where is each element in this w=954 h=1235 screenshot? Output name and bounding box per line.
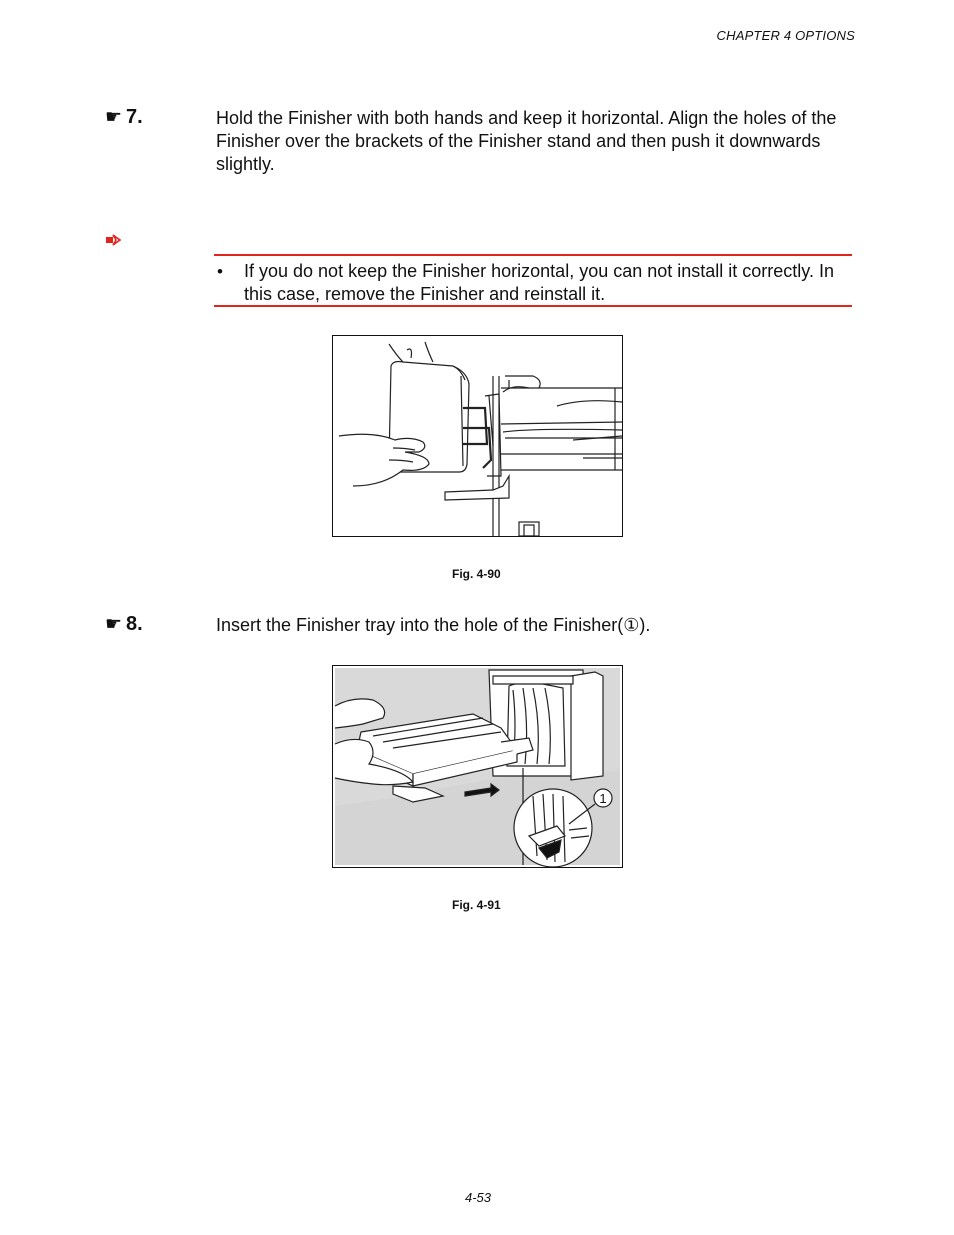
pointing-hand-icon: ☛ (105, 614, 123, 635)
step-7-text: Hold the Finisher with both hands and keep it horizontal. Align the holes of the Finisher over the brackets of the Finisher stand and then push it downwards slightly. (216, 108, 837, 174)
figure-4-91 (332, 665, 623, 868)
figure-caption: Fig. 4-90 (452, 567, 501, 581)
step-7-marker (105, 106, 143, 129)
chapter-header: CHAPTER 4 OPTIONS (716, 28, 855, 43)
finisher-mounting-illustration (333, 336, 622, 536)
figure-4-90 (332, 335, 623, 537)
note-text: If you do not keep the Finisher horizontal, you can not install it correctly. In this case, remove the Finisher and reinstall it. (244, 261, 834, 304)
page-number: 4-53 (465, 1190, 492, 1205)
step-8-text: Insert the Finisher tray into the hole of the Finisher(①). (216, 615, 651, 635)
figure-caption: Fig. 4-91 (452, 898, 501, 912)
note-arrow-icon (105, 234, 123, 249)
step-number: 7. (126, 106, 143, 128)
pointing-hand-icon: ☛ (105, 107, 123, 128)
step-8-marker (105, 613, 143, 636)
bullet: • (217, 262, 223, 281)
callout-label: 1 (599, 791, 607, 806)
note-box (214, 254, 852, 307)
tray-insertion-illustration (333, 666, 622, 867)
step-number: 8. (126, 613, 143, 635)
